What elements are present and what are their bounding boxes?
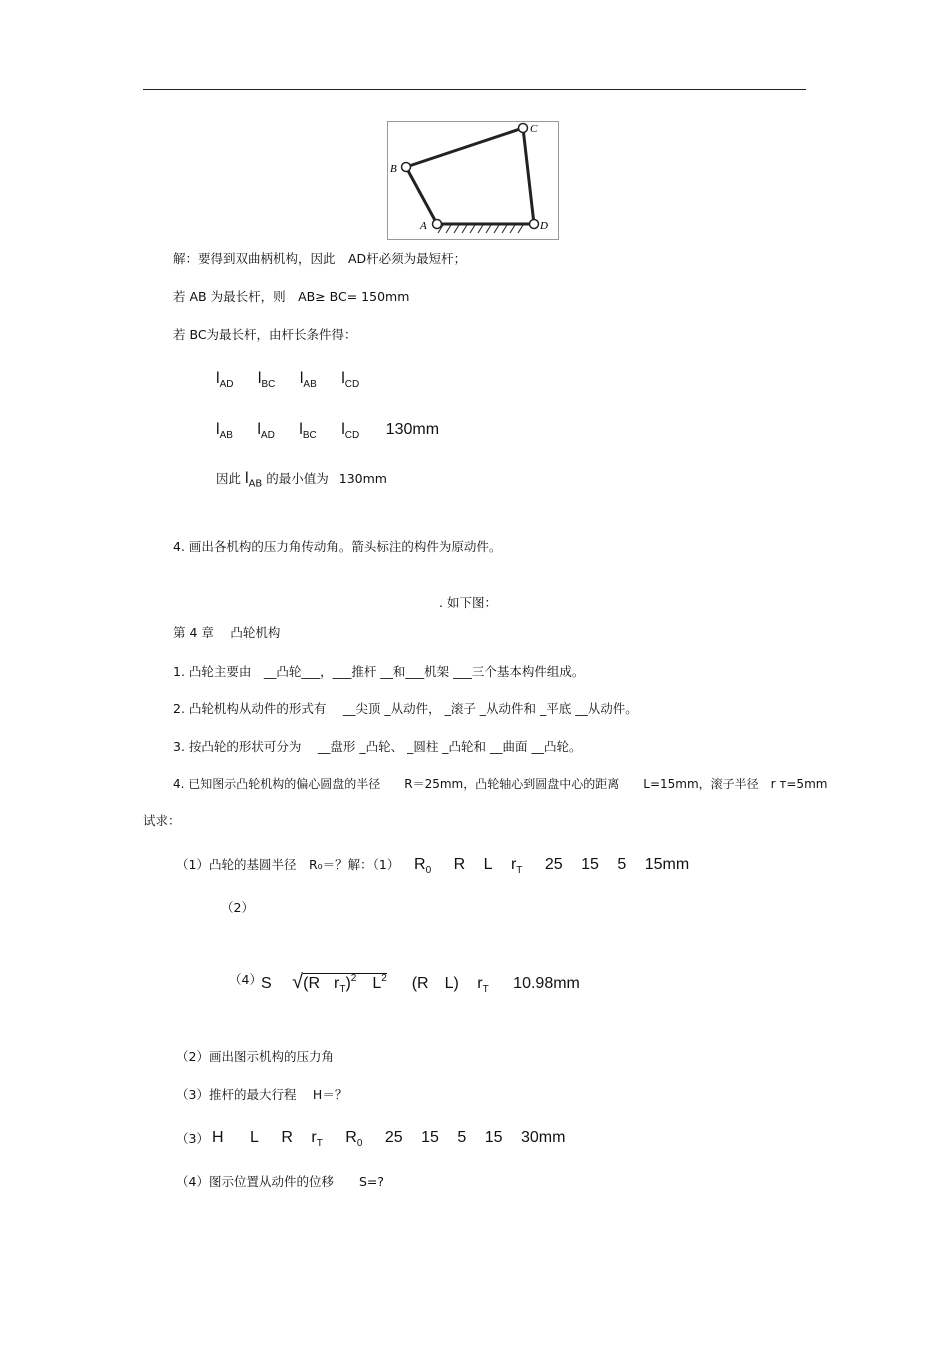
question-2: 2. 凸轮机构从动件的形式有 __尖顶 _从动件， _滚子 _从动件和 _平底 __从动件。	[173, 701, 638, 716]
solution-line-1: 解：要得到双曲柄机构，因此 AD杆必须为最短杆；	[173, 251, 467, 266]
question-3: 3. 按凸轮的形状可分为 __盘形 _凸轮、 _圆柱 _凸轮和 __曲面 __凸轮。	[173, 739, 582, 754]
link-bc	[406, 128, 523, 167]
question-4-line-2: 试求：	[143, 813, 181, 828]
joint-d	[530, 220, 539, 229]
part-3-text: （3）推杆的最大行程 H＝？	[176, 1087, 348, 1102]
label-c: C	[530, 123, 538, 135]
part-1-text: （1）凸轮的基圆半径 R₀＝？解：（1）	[176, 857, 400, 872]
part-4-equation: S √(R $r_T)^2$ $L^2$ (R L) $r_T$ 10.98mm	[261, 971, 580, 995]
part-2-text: （2）画出图示机构的压力角	[176, 1049, 334, 1064]
equation-2: $l_{AB}$ $l_{AD}$ $l_{BC}$ $l_{CD}$ 130mm	[216, 421, 440, 441]
header-rule	[143, 89, 806, 90]
link-cd	[523, 128, 534, 224]
ground-hatching	[438, 225, 523, 233]
four-bar-linkage-figure	[387, 121, 559, 240]
part-2-label: （2）	[221, 900, 254, 915]
part-4b-text: （4）图示位置从动件的位移 S=?	[176, 1174, 384, 1189]
part-1-equation: $R_0$ R L $r_T$ 25 15 5 15mm	[414, 856, 690, 876]
part-4-label: （4）	[229, 972, 262, 987]
joint-c	[519, 124, 528, 133]
label-a: A	[420, 220, 427, 232]
conclusion-line: 因此 $l_{AB}$ 的最小值为 130mm	[216, 470, 387, 490]
part-3-equation: H L R $r_T$ $R_0$ 25 15 5 15 30mm	[212, 1129, 566, 1149]
equation-1: $l_{AD}$ $l_{BC}$ $l_{AB}$ $l_{CD}$	[216, 370, 360, 390]
question-4-chapter-3: 4. 画出各机构的压力角传动角。箭头标注的构件为原动件。	[173, 539, 502, 554]
question-1: 1. 凸轮主要由 __凸轮___，___推杆 __和___机架 ___三个基本构件组成。	[173, 664, 585, 679]
joint-b	[402, 163, 411, 172]
solution-line-2: 若 AB 为最长杆，则 AB≥ BC= 150mm	[173, 289, 410, 304]
question-4-line-1: 4. 已知图示凸轮机构的偏心圆盘的半径 R＝25mm，凸轮轴心到圆盘中心的距离 L=15mm，滚子半径 r т=5mm	[173, 777, 828, 791]
chapter-heading: 第 4 章 凸轮机构	[173, 625, 281, 640]
solution-line-3: 若 BC为最长杆，由杆长条件得：	[173, 327, 357, 342]
label-d: D	[540, 220, 548, 232]
label-b: B	[390, 163, 397, 175]
link-ab	[406, 167, 437, 224]
joint-a	[433, 220, 442, 229]
see-figure-note: . 如下图：	[439, 595, 497, 610]
part-3-label: （3）	[176, 1131, 209, 1146]
